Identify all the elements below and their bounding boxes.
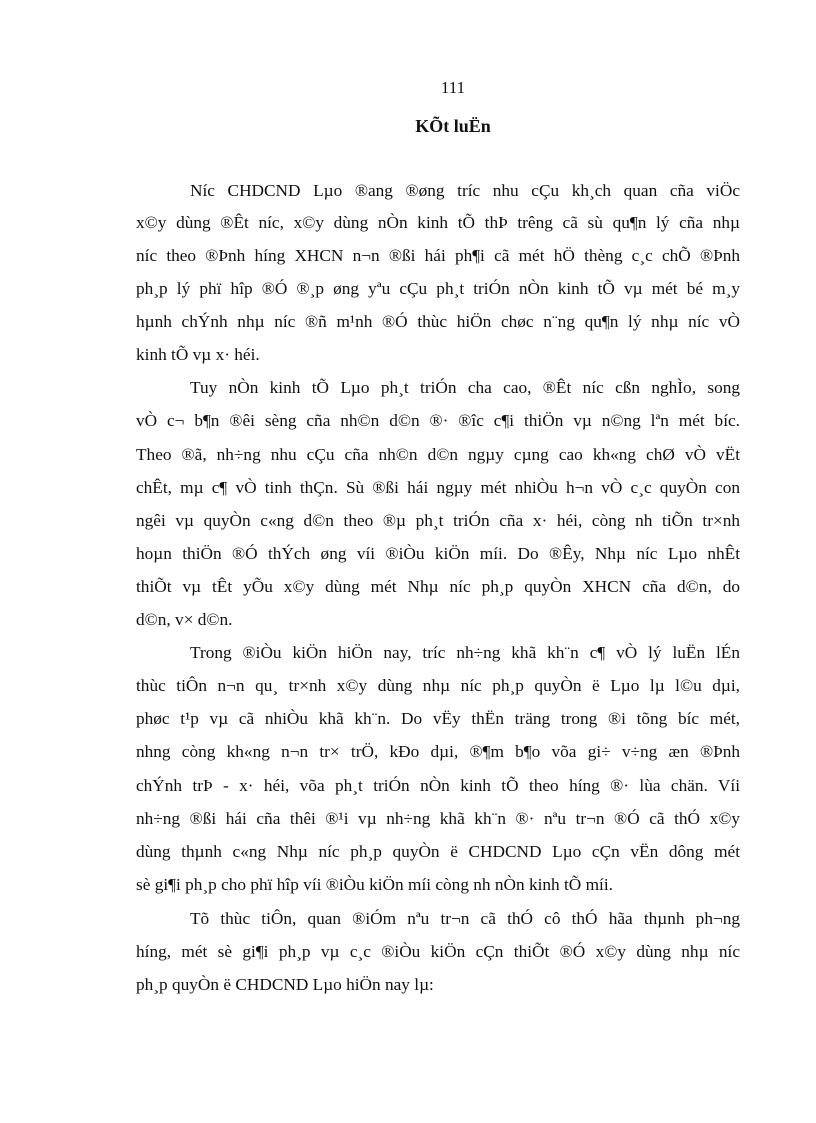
paragraph-line: híng, mét sè gi¶i ph¸p vµ c¸c ®iÒu kiÖn cÇn thiÕt ®Ó x©y dùng nhµ níc [136,942,740,961]
paragraph-line: hoµn thiÖn ®Ó thÝch øng víi ®iÒu kiÖn míi. Do ®Êy, Nhµ níc Lµo nhÊt [136,544,740,563]
paragraph-line: d©n, v× d©n. [136,610,233,629]
paragraph-line: kinh tÕ vµ x· héi. [136,345,260,364]
paragraph-line: thiÕt vµ tÊt yÕu x©y dùng mét Nhµ níc ph¸p quyÒn XHCN cña d©n, do [136,577,740,596]
paragraph-line: Níc CHDCND Lµo ®ang ®øng tríc nhu cÇu kh¸ch quan cña viÖc [190,181,740,200]
paragraph-line: chÝnh trÞ - x· héi, võa ph¸t triÓn nÒn kinh tÕ theo híng ®· lùa chän. Víi [136,776,740,795]
paragraph-line: Tuy nÒn kinh tÕ Lµo ph¸t triÓn cha cao, ®Êt níc cßn nghÌo, song [190,378,740,397]
paragraph-line: ngêi vµ quyÒn c«ng d©n theo ®µ ph¸t triÓn cña x· héi, còng nh tiÕn tr×nh [136,511,740,530]
paragraph-line: Theo ®ã, nh÷ng nhu cÇu cña nh©n d©n ngµy cµng cao kh«ng chØ vÒ vËt [136,445,740,464]
paragraph-line: chÊt, mµ c¶ vÒ tinh thÇn. Sù ®ßi hái ngµy mét nhiÒu h¬n vÒ c¸c quyÒn con [136,478,740,497]
paragraph-line: x©y dùng ®Êt níc, x©y dùng nÒn kinh tÕ thÞ trêng cã sù qu¶n lý cña nhµ [136,213,740,232]
paragraph-line: sè gi¶i ph¸p cho phï hîp víi ®iÒu kiÖn míi còng nh nÒn kinh tÕ míi. [136,875,613,894]
paragraph-line: phøc t¹p vµ cã nhiÒu khã kh¨n. Do vËy thËn träng trong ®i tõng bíc mét, [136,709,740,728]
page-number: 111 [440,78,466,97]
paragraph-line: ph¸p quyÒn ë CHDCND Lµo hiÖn nay lµ: [136,975,434,994]
paragraph-line: nhng còng kh«ng n¬n tr× trÖ, kÐo dµi, ®¶m b¶o võa gi÷ v÷ng æn ®Þnh [136,742,740,761]
page-title: KÕt luËn [415,116,491,136]
paragraph-line: dùng thµnh c«ng Nhµ níc ph¸p quyÒn ë CHDCND Lµo cÇn vËn dông mét [136,842,740,861]
paragraph-line: thùc tiÔn n¬n qu¸ tr×nh x©y dùng nhµ níc ph¸p quyÒn ë Lµo lµ l©u dµi, [136,676,740,695]
paragraph-line: Tõ thùc tiÔn, quan ®iÓm nªu tr¬n cã thÓ cô thÓ hãa thµnh ph¬ng [190,909,740,928]
paragraph-line: níc theo ®Þnh híng XHCN n¬n ®ßi hái ph¶i cã mét hÖ thèng c¸c chÕ ®Þnh [136,246,740,265]
paragraph-line: ph¸p lý phï hîp ®Ó ®¸p øng yªu cÇu ph¸t triÓn nÒn kinh tÕ vµ mét bé m¸y [136,279,740,298]
paragraph-line: nh÷ng ®ßi hái cña thêi ®¹i vµ nh÷ng khã kh¨n ®· nªu tr¬n ®Ó cã thÓ x©y [136,809,740,828]
paragraph-line: hµnh chÝnh nhµ níc ®ñ m¹nh ®Ó thùc hiÖn chøc n¨ng qu¶n lý nhµ níc vÒ [136,312,740,331]
paragraph-line: vÒ c¬ b¶n ®êi sèng cña nh©n d©n ®· ®îc c¶i thiÖn vµ n©ng lªn mét bíc. [136,411,740,430]
paragraph-line: Trong ®iÒu kiÖn hiÖn nay, tríc nh÷ng khã kh¨n c¶ vÒ lý luËn lÉn [190,643,740,662]
